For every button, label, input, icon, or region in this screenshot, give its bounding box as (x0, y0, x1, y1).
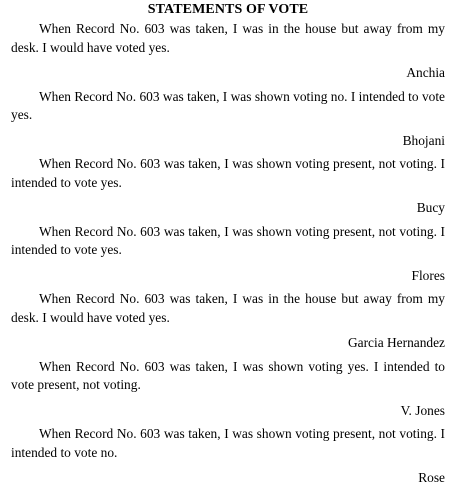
statement-text: When Record No. 603 was taken, I was shown voting yes. I intended to vote present, not voting. (11, 358, 445, 392)
member-name: V. Jones (400, 402, 445, 418)
member-name: Rose (418, 470, 445, 485)
statement (11, 425, 445, 493)
member-name: Bhojani (402, 132, 445, 148)
statement-text: When Record No. 603 was taken, I was in the house but away from my desk. I would have voted yes. (11, 291, 445, 325)
statement (11, 155, 445, 223)
statement (11, 358, 445, 426)
statement-text: When Record No. 603 was taken, I was shown voting no. I intended to vote yes. (11, 88, 445, 122)
member-name: Flores (411, 267, 445, 283)
statement-text: When Record No. 603 was taken, I was shown voting present, not voting. I intended to vote no. (11, 426, 445, 460)
section-heading: STATEMENTS OF VOTE (147, 2, 309, 17)
member-name: Bucy (416, 200, 445, 215)
statement-text: When Record No. 603 was taken, I was in the house but away from my desk. I would have voted yes. (11, 21, 445, 55)
statement-text: When Record No. 603 was taken, I was shown voting present, not voting. I intended to vote yes. (11, 156, 445, 190)
statement (11, 20, 445, 88)
statement (11, 290, 445, 358)
member-name: Garcia Hernandez (347, 335, 445, 350)
statement-text: When Record No. 603 was taken, I was shown voting present, not voting. I intended to vote yes. (11, 223, 445, 257)
statement (11, 88, 445, 156)
statement (11, 223, 445, 291)
member-name: Anchia (406, 65, 445, 80)
